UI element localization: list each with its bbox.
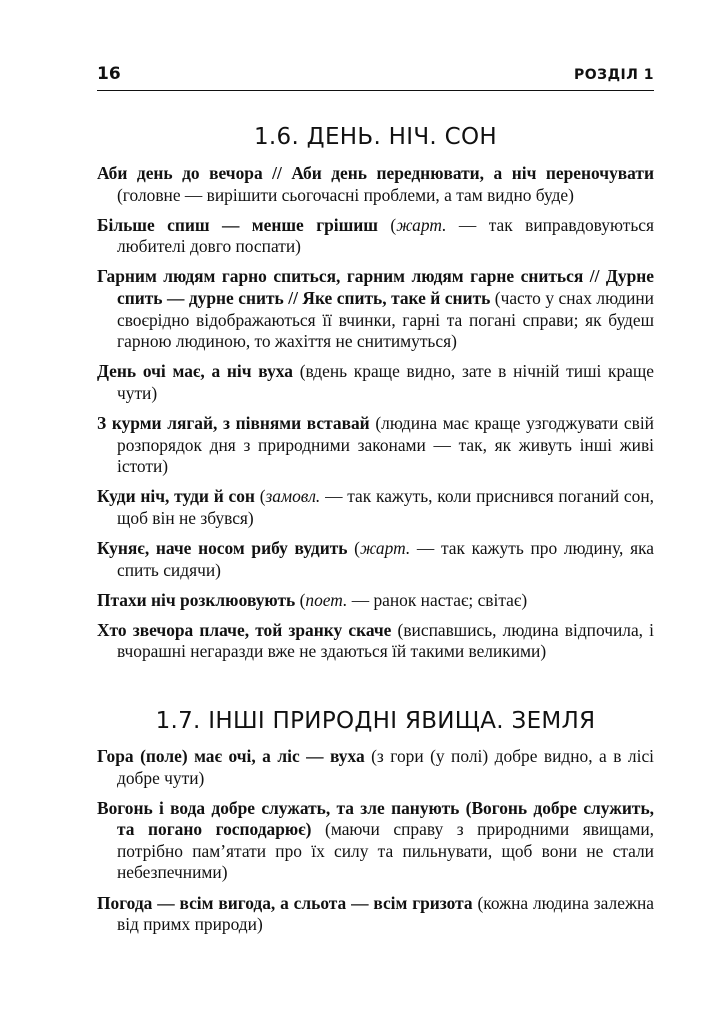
proverb-text: Більше спиш — менше грішиш <box>97 214 378 235</box>
usage-label: замовл. <box>265 486 321 507</box>
running-header <box>97 62 654 91</box>
proverb-gloss: — так кажуть, коли приснився поганий сон, щоб він не збувся) <box>117 486 654 528</box>
proverb-entry <box>97 361 654 404</box>
section-title: 1.6. ДЕНЬ. НІЧ. СОН <box>253 124 498 150</box>
proverb-text: День очі має, а ніч вуха <box>97 361 293 382</box>
proverb-gloss: (з гори (у полі) добре видно, а в лісі добре чути) <box>117 746 654 788</box>
proverb-gloss: (головне — вирішити сьогочасні проблеми, а там видно буде) <box>117 184 574 205</box>
section-title: 1.7. ІНШІ ПРИРОДНІ ЯВИЩА. ЗЕМЛЯ <box>155 708 596 734</box>
proverb-gloss: (кожна людина залежна від примх природи) <box>117 892 654 935</box>
proverb-text: Гора (поле) має очі, а ліс — вуха <box>97 746 365 766</box>
proverb-gloss: (вдень краще видно, зате в нічній тиші краще чути) <box>117 361 654 403</box>
proverb-gloss: — так виправдовуються любителі довго поспати) <box>117 214 654 257</box>
section-entries <box>97 163 654 671</box>
proverb-text: Куняє, наче носом рибу вудить <box>97 537 348 558</box>
proverb-entry: Більше спиш — менше грішиш (жарт. — так виправдовуються любителі довго поспати) <box>97 214 654 257</box>
proverb-text: Куди ніч, туди й сон <box>97 486 255 507</box>
proverb-text: Аби день до вечора // Аби день переднювати, а ніч переночувати <box>97 163 654 183</box>
proverb-entry <box>97 620 654 663</box>
proverb-entry <box>97 798 654 884</box>
proverb-text: Птахи ніч розклюовують <box>97 589 296 610</box>
usage-label: поет. <box>305 589 348 610</box>
proverb-entry <box>97 413 654 478</box>
page-number: 16 <box>97 64 121 84</box>
proverb-entry: Куди ніч, туди й сон (замовл. — так кажуть, коли приснився поганий сон, щоб він не збувся) <box>97 486 654 528</box>
proverb-gloss: (маючи справу з природними явищами, потрібно пам’ятати про їх силу та пильнувати, щоб вони не стали небезпечними) <box>117 819 654 883</box>
proverb-entry <box>97 266 654 352</box>
proverb-gloss: (людина має краще узгоджувати свій розпорядок дня з природними законами — так, як живуть інші живі істоти) <box>117 412 654 477</box>
proverb-entry <box>97 746 654 789</box>
proverb-gloss: — так кажуть про людину, яка спить сидячи) <box>117 537 654 580</box>
proverb-text: Погода — всім вигода, а сльота — всім гризота <box>97 892 473 913</box>
proverb-entry: Птахи ніч розклюовують (поет. — ранок настає; світає) <box>97 589 528 610</box>
chapter-label: РОЗДІЛ 1 <box>573 67 654 83</box>
proverb-text: Хто звечора плаче, той зранку скаче <box>97 619 392 640</box>
proverb-text: Гарним людям гарно спиться, гарним людям гарне сниться // Дурне спить — дурне снить // Яке спить, таке й снить <box>97 266 654 308</box>
proverb-text: Вогонь і вода добре служать, та зле панують (Вогонь добре служить, та погано господарює) <box>97 797 654 840</box>
proverb-gloss: (виспавшись, людина відпочила, і вчорашні негаразди вже не здаються їй такими великими) <box>117 619 654 662</box>
proverb-gloss: — ранок настає; світає) <box>347 589 528 610</box>
usage-label: жарт. <box>359 537 411 558</box>
proverb-text: З курми лягай, з півнями вставай <box>97 412 370 433</box>
usage-label: жарт. <box>396 214 447 235</box>
proverb-entry <box>97 893 654 936</box>
proverb-entry <box>97 163 654 206</box>
proverb-entry: Куняє, наче носом рибу вудить (жарт. — так кажуть про людину, яка спить сидячи) <box>97 537 654 580</box>
proverb-gloss: (часто у снах людини своєрідно відображаються її вчинки, гарні та погані справи; як будеш гарною людиною, то жахіття не снитимуться) <box>117 287 654 352</box>
section-entries <box>97 746 654 944</box>
